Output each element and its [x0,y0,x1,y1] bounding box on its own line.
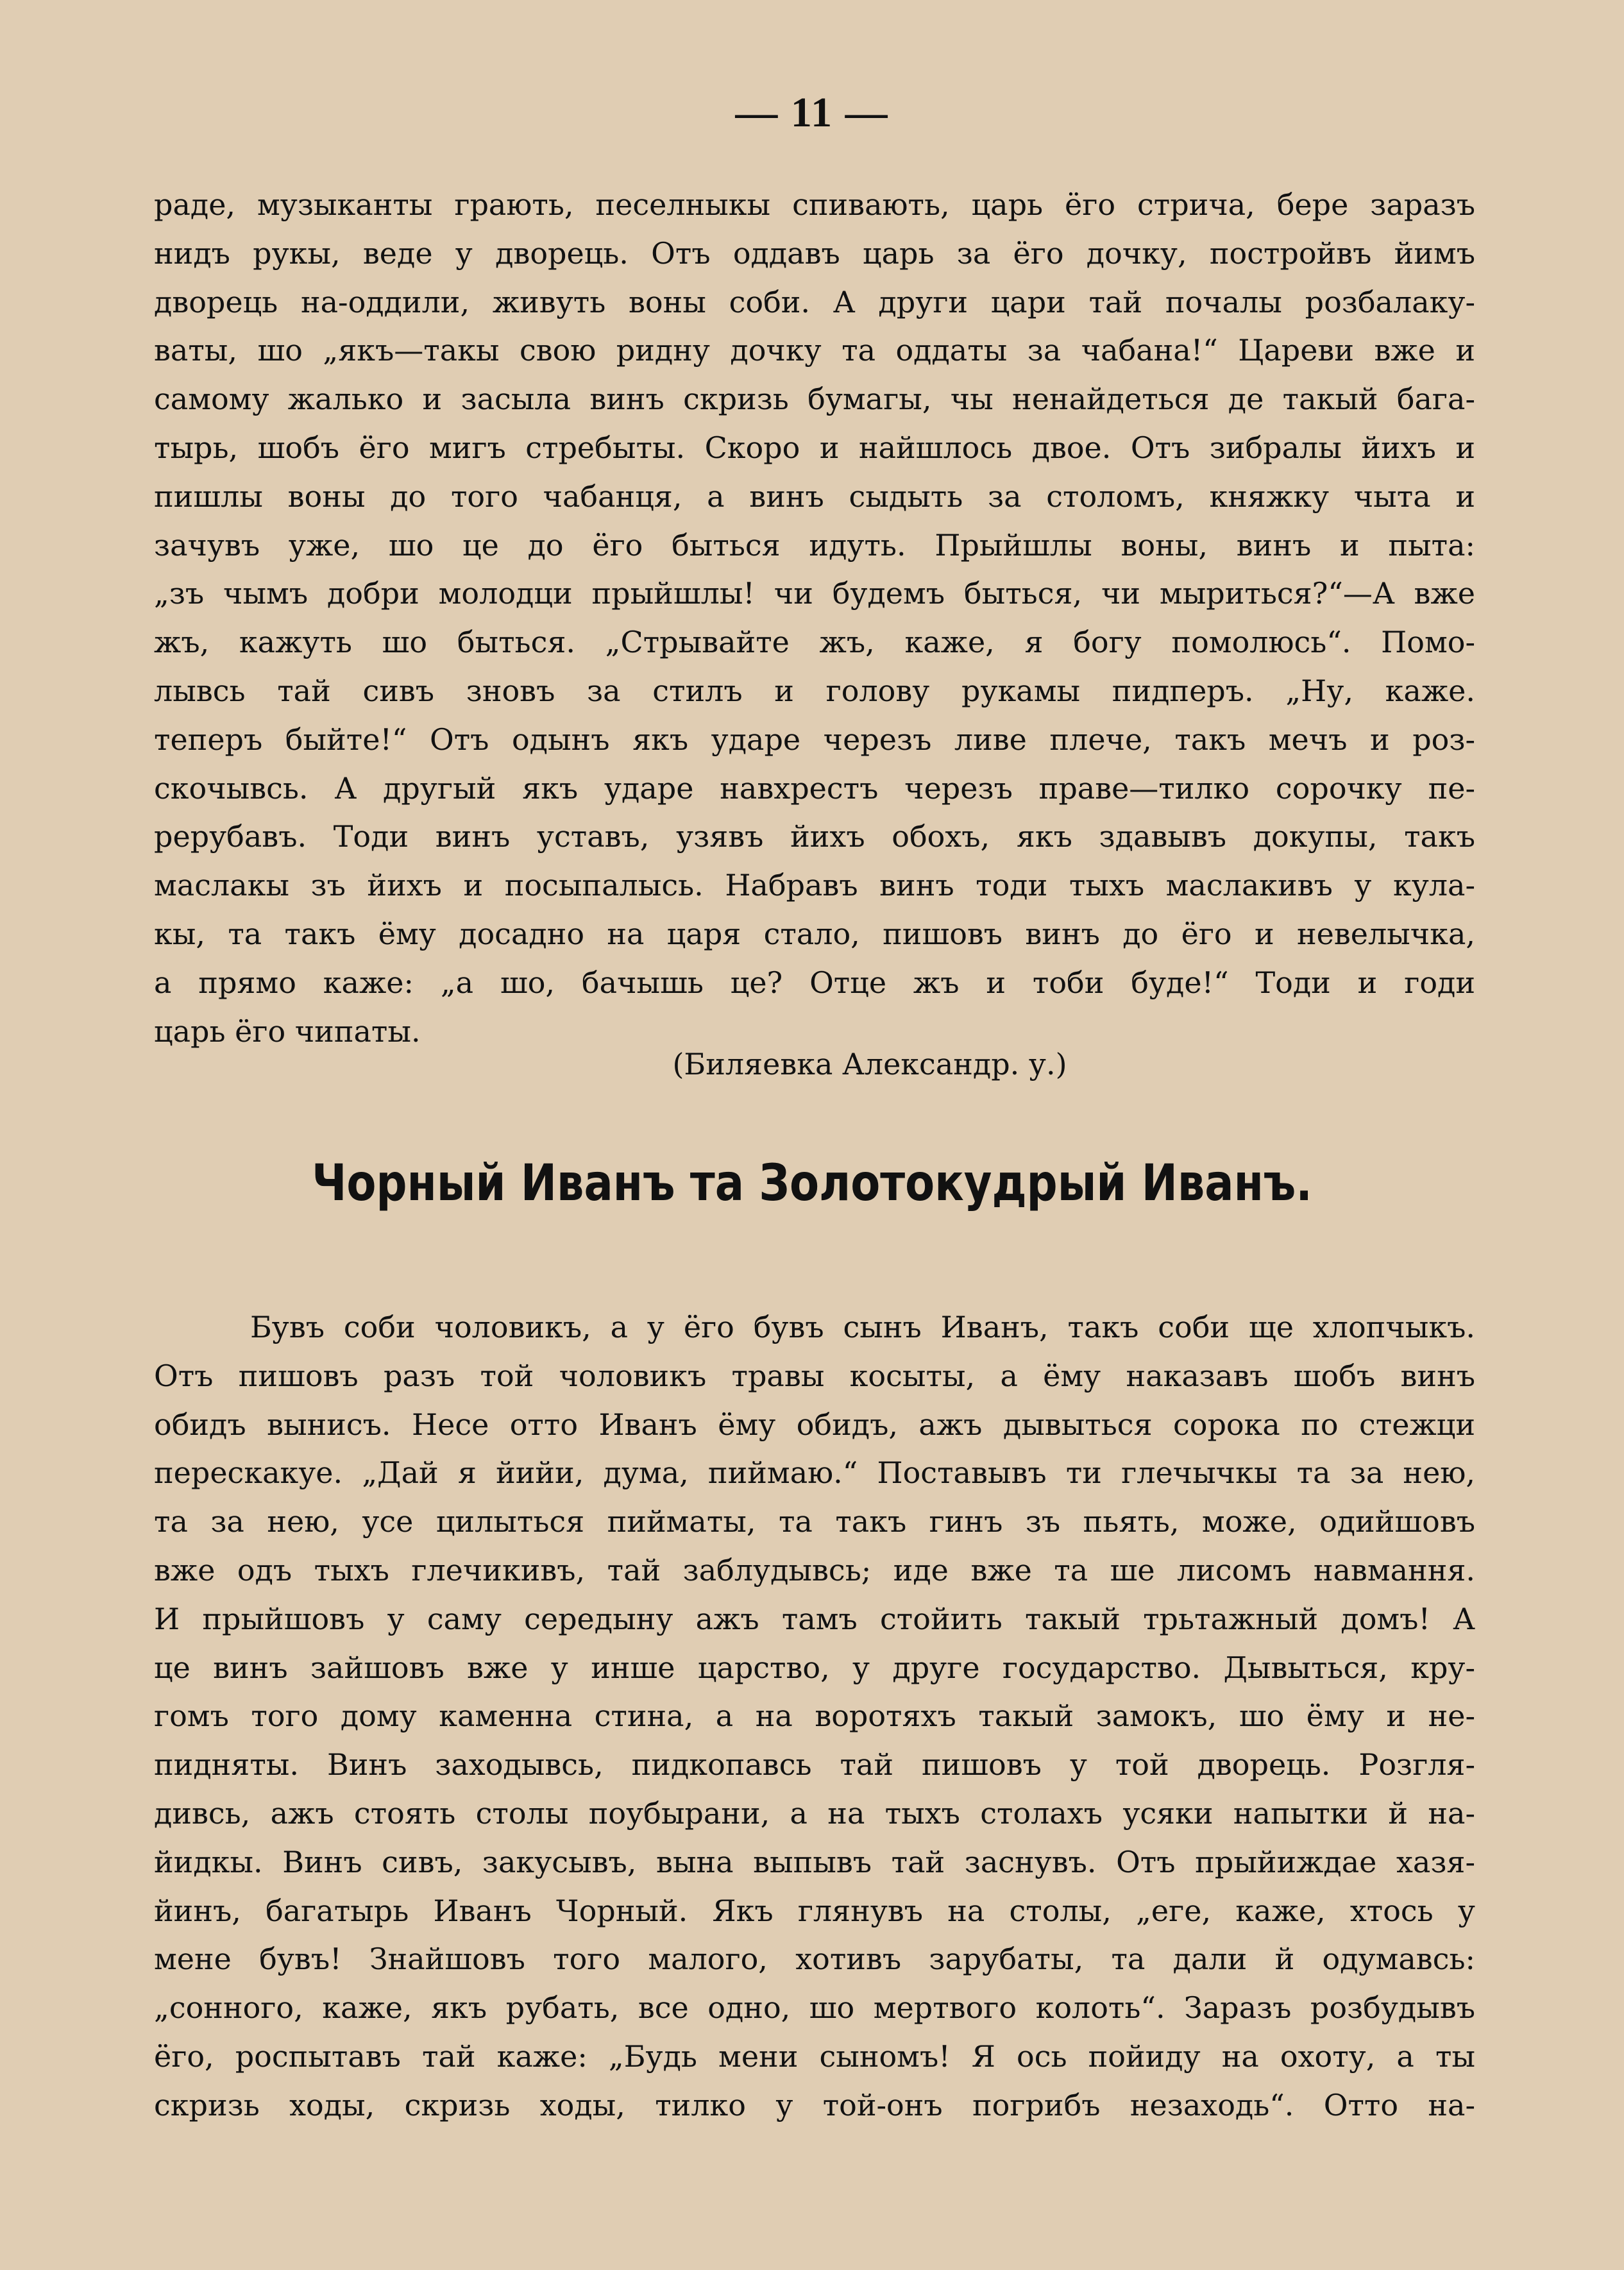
text-line: та за нею, усе цилыться пийматы, та такъ гинъ зъ пьять, може, одийшовъ [154,1504,1475,1539]
text-line: мене бувъ! Знайшовъ того малого, хотивъ зарубаты, та дали й одумавсь: [154,1942,1475,1977]
text-line: раде, музыканты грають, песелныкы спивають, царь ёго стрича, бере заразъ [154,187,1475,222]
text-line: йинъ, багатырь Иванъ Чорный. Якъ глянувъ на столы, „еге, каже, хтось у [154,1893,1475,1928]
text-line: скочывсь. А другый якъ ударе навхрестъ черезъ праве—тилко сорочку пе- [154,770,1475,806]
text-line: пидняты. Винъ заходывсь, пидкопавсь тай пишовъ у той дворець. Розгля- [154,1747,1475,1783]
text-line: лывсь тай сивъ зновъ за стилъ и голову рукамы пидперъ. „Ну, каже. [154,673,1475,708]
source-attribution: (Биляевка Александр. у.) [672,1047,1067,1081]
text-line: перескакуе. „Дай я йийи, дума, пиймаю.“ Поставывъ ти глечычкы та за нею, [154,1455,1475,1491]
text-line: рерубавъ. Тоди винъ уставъ, узявъ йихъ обохъ, якъ здавывъ докупы, такъ [154,819,1475,854]
text-line: ёго, роспытавъ тай каже: „Будь мени сыномъ! Я ось пойиду на охоту, а ты [154,2038,1475,2074]
story-paragraph [154,1303,1475,2130]
text-line: дворець на-оддили, живуть воны соби. А други цари тай почалы розбалаку- [154,284,1475,319]
text-line: гомъ того дому каменна стина, а на воротяхъ такый замокъ, шо ёму и не- [154,1698,1475,1734]
text-line: кы, та такъ ёму досадно на царя стало, пишовъ винъ до ёго и невелычка, [154,916,1475,951]
text-line: царь ёго чипаты. [154,1013,421,1049]
text-line: самому жалько и засыла винъ скризь бумагы, чы ненайдеться де такый багa- [154,382,1475,417]
text-line: нидъ рукы, веде у дворець. Отъ оддавъ царь за ёго дочку, постройвъ йимъ [154,235,1475,271]
text-line: маслакы зъ йихъ и посыпалысь. Набравъ винъ тоди тыхъ маслакивъ у кула- [154,868,1475,903]
text-line: а прямо каже: „а шо, бачышь це? Отце жъ и тоби буде!“ Тоди и годи [154,965,1475,1000]
text-line: зачувъ уже, шо це до ёго быться идуть. Прыйшлы воны, винъ и пыта: [154,527,1475,563]
text-line: теперъ быйте!“ Отъ одынъ якъ ударе черезъ ливе плече, такъ мечъ и роз- [154,722,1475,757]
text-line: це винъ зайшовъ вже у инше царство, у друге государство. Дывыться, кру- [154,1650,1475,1685]
text-line: ваты, шо „якъ—такы свою ридну дочку та оддаты за чабана!“ Цареви вже и [154,333,1475,368]
text-line: жъ, кажуть шо быться. „Стрывайте жъ, каже, я богу помолюсь“. Помо- [154,625,1475,660]
text-line: „сонного, каже, якъ рубать, все одно, шо мертвого колоть“. Заразъ розбудывъ [154,1990,1475,2026]
story-title: Чорный Иванъ та Золотокудрый Иванъ. [312,1155,1312,1212]
text-line: Бувъ соби чоловикъ, а у ёго бувъ сынъ Иванъ, такъ соби ще хлопчыкъ. [250,1310,1475,1344]
text-line: йидкы. Винъ сивъ, закусывъ, вына выпывъ тай заснувъ. Отъ прыйиждае хазя- [154,1844,1475,1879]
text-line: пишлы воны до того чабанця, а винъ сыдыть за столомъ, княжку чыта и [154,479,1475,514]
text-line: тырь, шобъ ёго мигъ стребыты. Скоро и найшлось двое. Отъ зибралы йихъ и [154,430,1475,465]
text-line: скризь ходы, скризь ходы, тилко у той-онъ погрибъ незаходь“. Отто на- [154,2087,1475,2122]
text-line: И прыйшовъ у саму середыну ажъ тамъ стойить такый трьтажный домъ! А [154,1601,1475,1636]
text-line: вже одъ тыхъ глечикивъ, тай заблудывсь; иде вже та ше лисомъ навмання. [154,1552,1475,1588]
text-line: дивсь, ажъ стоять столы поубырани, а на тыхъ столахъ усяки напытки й на- [154,1795,1475,1831]
page-number: — 11 — [735,89,889,136]
text-line: „зъ чымъ добри молодци прыйшлы! чи будемъ быться, чи мыриться?“—А вже [154,576,1475,611]
text-line: обидъ вынисъ. Несе отто Иванъ ёму обидъ, ажъ дывыться сорока по стежци [154,1407,1475,1442]
upper-paragraph [154,181,1475,1056]
text-line: Отъ пишовъ разъ той чоловикъ травы косыты, а ёму наказавъ шобъ винъ [154,1358,1475,1393]
